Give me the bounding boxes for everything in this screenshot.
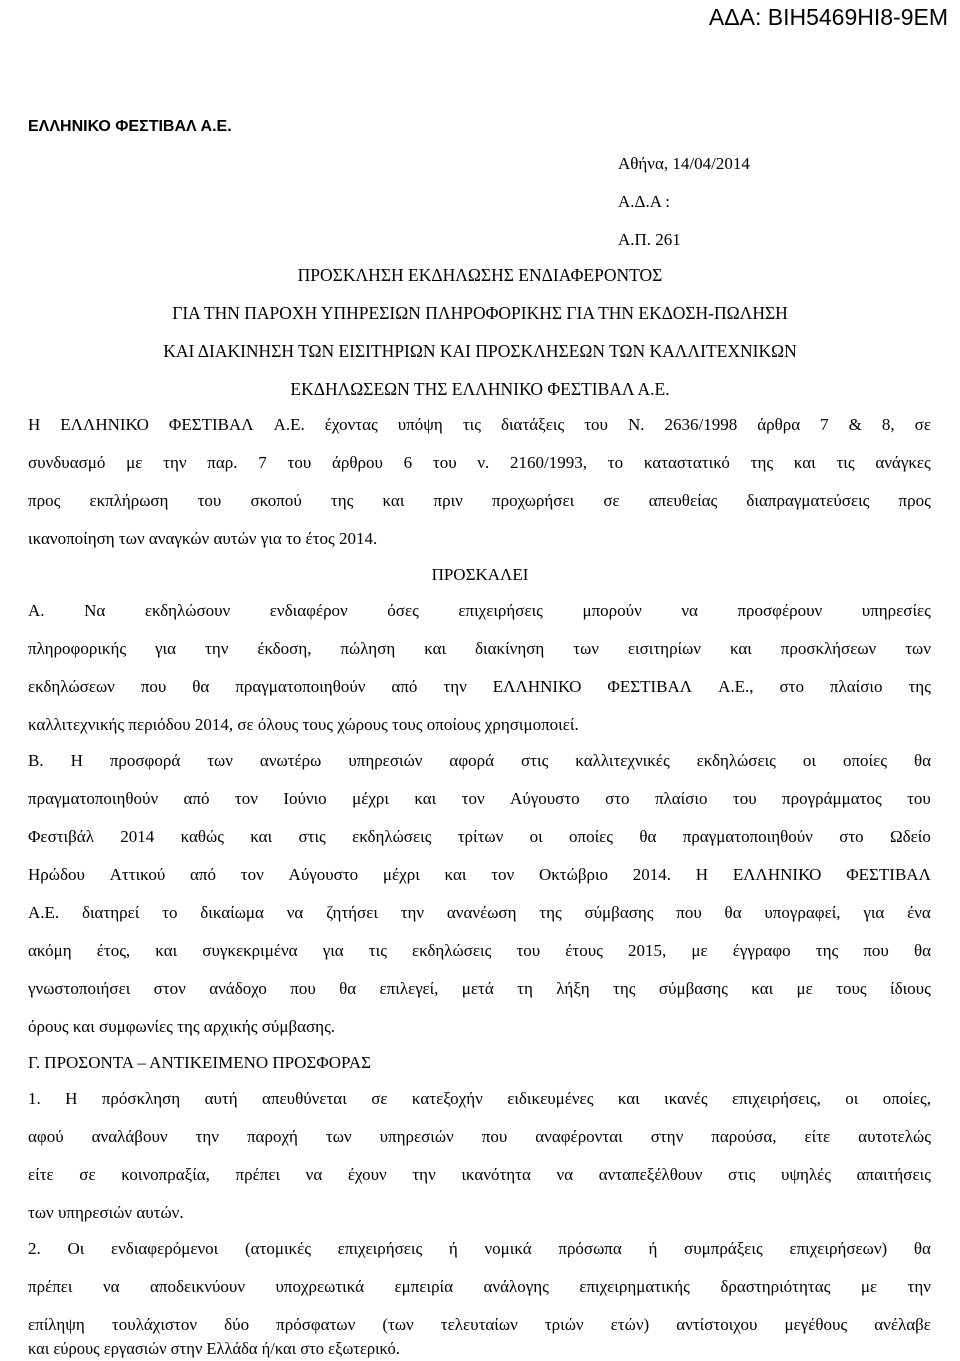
word: & <box>848 415 862 434</box>
word: πραγματοποιηθούν <box>235 677 366 696</box>
text-line: και εύρους εργασιών στην Ελλάδα ή/και στο εξωτερικό. <box>28 1339 400 1358</box>
word: το <box>607 453 624 472</box>
text-line <box>28 414 931 436</box>
word: συμπράξεις <box>684 1239 763 1258</box>
word: από <box>391 677 418 696</box>
word: υπηρεσιών <box>348 751 423 770</box>
word: ή <box>648 1239 658 1258</box>
word: συνδυασμό <box>28 453 106 472</box>
word: (ατομικές <box>244 1239 311 1258</box>
word: σε <box>79 1165 96 1184</box>
word: κατεξοχήν <box>411 1089 483 1108</box>
word: πληροφορικής <box>28 639 127 658</box>
word: που <box>676 903 702 922</box>
word: πραγματοποιηθούν <box>28 789 159 808</box>
word: μέχρι <box>352 789 389 808</box>
word: καταστατικό <box>643 453 730 472</box>
word: εκδηλώσεις <box>696 751 776 770</box>
word: 6 <box>403 453 413 472</box>
word: πώληση <box>340 639 396 658</box>
word: του <box>287 453 312 472</box>
word: στο <box>605 789 630 808</box>
word: υπόψη <box>397 415 443 434</box>
word: γνωστοποιήσει <box>28 979 131 998</box>
word: τελευταίων <box>440 1315 518 1334</box>
word: διακίνηση <box>475 639 545 658</box>
word: ανταπεξέλθουν <box>598 1165 703 1184</box>
word: εκπλήρωση <box>89 491 169 510</box>
word: προγράμματος <box>782 789 882 808</box>
word: στις <box>521 751 549 770</box>
text-line <box>28 788 931 810</box>
word: διαπραγματεύσεις <box>746 491 870 510</box>
word: ν. <box>477 453 490 472</box>
word: εκδηλώσεων <box>28 677 115 696</box>
word: τον <box>234 789 258 808</box>
word: τις <box>836 453 855 472</box>
title-line: ΚΑΙ ΔΙΑΚΙΝΗΣΗ ΤΩΝ ΕΙΣΙΤΗΡΙΩΝ ΚΑΙ ΠΡΟΣΚΛΗΣΕΩΝ ΤΩΝ ΚΑΛΛΙΤΕΧΝΙΚΩΝ <box>163 341 797 361</box>
word: 2014 <box>120 827 155 846</box>
word: υπηρεσιών <box>379 1127 454 1146</box>
word: στον <box>153 979 186 998</box>
text-line <box>28 600 931 622</box>
word: την <box>400 903 425 922</box>
text-line: των υπηρεσιών αυτών. <box>28 1203 184 1222</box>
word: στις <box>728 1165 756 1184</box>
text-line <box>28 490 931 512</box>
word: απευθείας <box>648 491 718 510</box>
word: παρούσα, <box>711 1127 777 1146</box>
word: σκοπού <box>250 491 302 510</box>
word: με <box>126 453 143 472</box>
title-line: ΓΙΑ ΤΗΝ ΠΑΡΟΧΗ ΥΠΗΡΕΣΙΩΝ ΠΛΗΡΟΦΟΡΙΚΗΣ ΓΙΑ ΤΗΝ ΕΚΔΟΣΗ-ΠΩΛΗΣΗ <box>172 303 788 323</box>
word: την <box>204 639 229 658</box>
word: Αύγουστο <box>510 789 580 808</box>
word: (των <box>382 1315 414 1334</box>
word: ανάλογης <box>483 1277 549 1296</box>
word: εκδηλώσεις <box>412 941 492 960</box>
word: μεγέθους <box>784 1315 848 1334</box>
word: λήξη <box>556 979 590 998</box>
word: Αύγουστο <box>288 865 359 884</box>
word: επιχειρηματικής <box>579 1277 690 1296</box>
word: διατάξεις <box>500 415 565 434</box>
word: πραγματοποιηθούν <box>682 827 813 846</box>
word: όσες <box>387 601 419 620</box>
word: έχουν <box>347 1165 387 1184</box>
word: μέχρι <box>382 865 420 884</box>
section-c-heading: Γ. ΠΡΟΣΟΝΤΑ – ΑΝΤΙΚΕΙΜΕΝΟ ΠΡΟΣΦΟΡΑΣ <box>28 1053 372 1072</box>
word: ενδιαφερόμενοι <box>110 1239 219 1258</box>
word: τους <box>836 979 867 998</box>
word: ικανότητα <box>461 1165 531 1184</box>
word: έτος, <box>96 941 131 960</box>
word: 2636/1998 <box>664 415 738 434</box>
word: να <box>102 1277 120 1296</box>
word: την <box>907 1277 931 1296</box>
word: που <box>140 677 167 696</box>
word: αυτή <box>204 1089 238 1108</box>
word: τις <box>368 941 387 960</box>
word: δικαίωμα <box>200 903 264 922</box>
ada-code: ΑΔΑ: ΒΙΗ5469ΗΙ8-9ΕΜ <box>708 4 948 30</box>
word: επιχειρήσεις <box>458 601 543 620</box>
word: το <box>162 903 178 922</box>
word: Οι <box>67 1239 85 1258</box>
word: 7 <box>258 453 267 472</box>
word: πριν <box>433 491 463 510</box>
word: Η <box>695 865 709 884</box>
word: πρέπει <box>28 1277 73 1296</box>
word: προσφορά <box>109 751 181 770</box>
word: τριών <box>544 1315 584 1334</box>
word: των <box>905 639 931 658</box>
word: προχωρήσει <box>492 491 575 510</box>
word: 2014. <box>632 865 672 884</box>
word: 2. <box>28 1239 41 1258</box>
word: των <box>325 1127 352 1146</box>
word: επιχειρήσεις, <box>732 1089 821 1108</box>
word: πρόσωπα <box>558 1239 622 1258</box>
word: αναφέρονται <box>535 1127 623 1146</box>
word: Η <box>28 415 41 434</box>
word: εκδηλώσεις <box>352 827 432 846</box>
place-date: Αθήνα, 14/04/2014 <box>618 154 750 173</box>
word: μπορούν <box>582 601 642 620</box>
word: οι <box>802 751 816 770</box>
word: να <box>305 1165 323 1184</box>
word: της <box>330 491 354 510</box>
text-line <box>28 978 931 1000</box>
word: σε <box>371 1089 388 1108</box>
word: καθώς <box>180 827 224 846</box>
word: του <box>432 453 457 472</box>
word: Ιούνιο <box>283 789 327 808</box>
word: απευθύνεται <box>262 1089 347 1108</box>
word: την <box>412 1165 436 1184</box>
word: 2015, <box>628 941 667 960</box>
word: Ν. <box>627 415 645 434</box>
word: για <box>863 903 885 922</box>
text-line <box>28 1276 931 1298</box>
word: ακόμη <box>28 941 72 960</box>
word: συγκεκριμένα <box>202 941 298 960</box>
word: και <box>155 941 178 960</box>
text-line <box>28 750 931 772</box>
word: και <box>444 865 467 884</box>
word: Να <box>84 601 106 620</box>
word: από <box>183 789 210 808</box>
word: ζητήσει <box>326 903 378 922</box>
word: αυτοτελώς <box>858 1127 931 1146</box>
word: προς <box>28 491 61 510</box>
word: θα <box>639 827 657 846</box>
text-line: ικανοποίηση των αναγκών αυτών για το έτος 2014. <box>28 529 378 548</box>
word: και <box>793 453 816 472</box>
word: ετών) <box>610 1315 650 1334</box>
text-line <box>28 864 931 886</box>
word: έτους <box>565 941 603 960</box>
word: των <box>207 751 233 770</box>
word: τον <box>491 865 515 884</box>
word: Α.Ε. <box>28 903 60 922</box>
word: αφορά <box>449 751 495 770</box>
word: είτε <box>28 1165 54 1184</box>
word: να <box>286 903 304 922</box>
word: επίληψη <box>28 1315 85 1334</box>
word: επιχειρήσεις <box>337 1239 423 1258</box>
word: Η <box>70 751 83 770</box>
word: θα <box>913 1239 931 1258</box>
word: και <box>424 639 447 658</box>
word: διατηρεί <box>81 903 140 922</box>
word: και <box>250 827 273 846</box>
word: 8, <box>881 415 895 434</box>
word: στο <box>779 677 804 696</box>
word: ανέλαβε <box>874 1315 931 1334</box>
word: να <box>556 1165 574 1184</box>
word: να <box>681 601 698 620</box>
text-line: καλλιτεχνικής περιόδου 2014, σε όλους τους χώρους τους οποίους χρησιμοποιεί. <box>28 715 579 734</box>
word: εισιτηρίων <box>627 639 701 658</box>
word: ίδιους <box>890 979 931 998</box>
word: εκδηλώσουν <box>144 601 231 620</box>
word: ενδιαφέρον <box>269 601 348 620</box>
word: της <box>539 903 562 922</box>
word: θα <box>913 751 931 770</box>
word: ένα <box>907 903 931 922</box>
word: ΕΛΛΗΝΙΚΟ <box>732 865 822 884</box>
word: ΦΕΣΤΙΒΑΛ <box>846 865 931 884</box>
word: Α. <box>28 601 45 620</box>
word: ΦΕΣΤΙΒΑΛ <box>168 415 254 434</box>
word: και <box>617 1089 640 1108</box>
word: Ωδείο <box>890 827 931 846</box>
word: για <box>155 639 177 658</box>
word: και <box>382 491 405 510</box>
word: ανανέωση <box>446 903 517 922</box>
text-line <box>28 1088 931 1110</box>
word: στην <box>650 1127 684 1146</box>
text-line <box>28 902 931 924</box>
text-line <box>28 1126 931 1148</box>
word: ΦΕΣΤΙΒΑΛ <box>607 677 693 696</box>
word: τουλάχιστον <box>111 1315 198 1334</box>
word: πλαίσιο <box>654 789 708 808</box>
word: άρθρα <box>757 415 801 434</box>
word: ανάδοχο <box>209 979 267 998</box>
word: τον <box>461 789 485 808</box>
word: υψηλές <box>780 1165 832 1184</box>
word: παροχή <box>246 1127 298 1146</box>
word: της <box>750 453 774 472</box>
word: τρίτων <box>457 827 504 846</box>
word: υποχρεωτικά <box>275 1277 365 1296</box>
word: την <box>195 1127 219 1146</box>
word: σε <box>603 491 620 510</box>
word: που <box>290 979 316 998</box>
word: την <box>163 453 187 472</box>
organization-name: ΕΛΛΗΝΙΚΟ ΦΕΣΤΙΒΑΛ Α.Ε. <box>28 118 232 135</box>
word: επιλεγεί, <box>379 979 439 998</box>
word: έκδοση, <box>257 639 312 658</box>
word: του <box>584 415 608 434</box>
word: της <box>815 941 839 960</box>
word: προσκλήσεων <box>780 639 877 658</box>
word: του <box>197 491 222 510</box>
word: νομικά <box>484 1239 532 1258</box>
word: και <box>414 789 437 808</box>
word: και <box>729 639 752 658</box>
word: προς <box>898 491 931 510</box>
invites-heading: ΠΡΟΣΚΑΛΕΙ <box>431 565 529 584</box>
text-line <box>28 1164 931 1186</box>
word: Β. <box>28 751 44 770</box>
word: Ηρώδου <box>28 865 85 884</box>
word: Α.Ε., <box>718 677 754 696</box>
text-line <box>28 1238 931 1260</box>
title-line: ΕΚΔΗΛΩΣΕΩΝ ΤΗΣ ΕΛΛΗΝΙΚΟ ΦΕΣΤΙΒΑΛ Α.Ε. <box>290 379 670 399</box>
word: θα <box>192 677 210 696</box>
text-line: όρους και συμφωνίες της αρχικής σύμβασης. <box>28 1017 336 1036</box>
reference-ada: Α.Δ.Α : <box>618 192 671 211</box>
word: δύο <box>224 1315 250 1334</box>
word: Αττικού <box>109 865 166 884</box>
word: τον <box>240 865 264 884</box>
word: οποίες <box>569 827 614 846</box>
word: της <box>908 677 931 696</box>
word: παρ. <box>207 453 238 472</box>
word: που <box>481 1127 508 1146</box>
word: υπηρεσίες <box>861 601 931 620</box>
word: της <box>613 979 636 998</box>
text-line <box>28 940 931 962</box>
word: που <box>863 941 889 960</box>
word: οποίες <box>842 751 887 770</box>
word: ΕΛΛΗΝΙΚΟ <box>492 677 582 696</box>
word: πρέπει <box>235 1165 281 1184</box>
word: ή <box>448 1239 458 1258</box>
word: αποδεικνύουν <box>150 1277 246 1296</box>
word: από <box>190 865 217 884</box>
word: είτε <box>804 1127 831 1146</box>
text-line <box>28 1314 931 1336</box>
word: για <box>322 941 344 960</box>
word: στις <box>298 827 326 846</box>
word: θα <box>724 903 742 922</box>
word: 1. <box>28 1089 41 1108</box>
word: Οκτώβριο <box>538 865 609 884</box>
word: αναλάβουν <box>91 1127 168 1146</box>
word: ΕΛΛΗΝΙΚΟ <box>60 415 149 434</box>
word: ανάγκες <box>875 453 931 472</box>
word: την <box>443 677 467 696</box>
word: 7 <box>820 415 829 434</box>
word: έχοντας <box>324 415 378 434</box>
word: εμπειρία <box>394 1277 454 1296</box>
word: των <box>573 639 599 658</box>
word: στο <box>839 827 864 846</box>
word: υπογραφεί, <box>764 903 841 922</box>
word: τις <box>462 415 481 434</box>
reference-protocol-number: Α.Π. 261 <box>618 230 681 249</box>
text-line <box>28 638 931 660</box>
word: ανωτέρω <box>259 751 322 770</box>
word: αντίστοιχου <box>676 1315 758 1334</box>
word: οι <box>529 827 543 846</box>
word: του <box>516 941 541 960</box>
word: πλαίσιο <box>829 677 883 696</box>
word: τη <box>517 979 533 998</box>
word: οι <box>845 1089 859 1108</box>
word: καλλιτεχνικές <box>575 751 670 770</box>
word: σε <box>914 415 931 434</box>
word: αφού <box>28 1127 64 1146</box>
word: θα <box>913 941 931 960</box>
word: δραστηριότητας <box>720 1277 831 1296</box>
word: Η <box>65 1089 78 1108</box>
text-line <box>28 452 931 474</box>
word: απαιτήσεις <box>856 1165 931 1184</box>
word: πρόσφατων <box>276 1315 356 1334</box>
word: 2160/1993, <box>510 453 588 472</box>
word: θα <box>339 979 357 998</box>
word: ειδικευμένες <box>507 1089 594 1108</box>
word: κοινοπραξία, <box>121 1165 210 1184</box>
text-line <box>28 676 931 698</box>
word: ικανές <box>664 1089 708 1108</box>
word: επιχειρήσεων) <box>789 1239 888 1258</box>
word: με <box>860 1277 878 1296</box>
word: σύμβασης <box>584 903 654 922</box>
word: με <box>796 979 813 998</box>
word: έγγραφο <box>732 941 791 960</box>
word: του <box>732 789 757 808</box>
word: οποίες, <box>882 1089 931 1108</box>
word: με <box>691 941 708 960</box>
word: προσφέρουν <box>737 601 823 620</box>
word: και <box>751 979 774 998</box>
word: Φεστιβάλ <box>28 827 94 846</box>
word: Α.Ε. <box>273 415 305 434</box>
word: πρόσκληση <box>101 1089 181 1108</box>
title-line: ΠΡΟΣΚΛΗΣΗ ΕΚΔΗΛΩΣΗΣ ΕΝΔΙΑΦΕΡΟΝΤΟΣ <box>297 265 663 285</box>
text-line <box>28 826 931 848</box>
word: άρθρου <box>331 453 383 472</box>
word: του <box>907 789 931 808</box>
word: σύμβασης <box>658 979 728 998</box>
word: μετά <box>461 979 494 998</box>
